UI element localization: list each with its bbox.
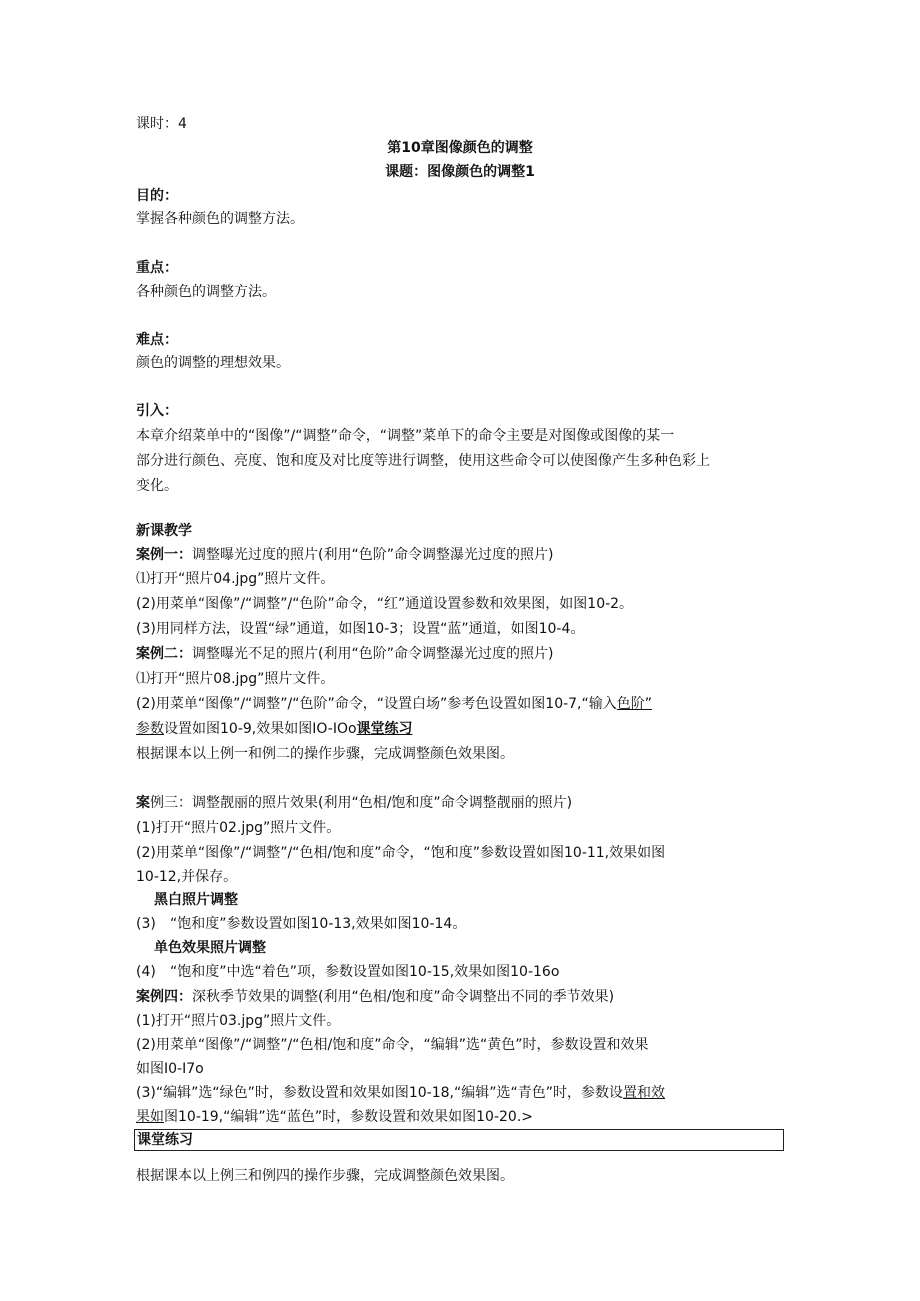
difficulty-heading: 难点：	[136, 332, 178, 348]
step-number: (3)	[136, 916, 156, 932]
case3-step: 10-12,并保存。	[136, 869, 238, 885]
case2-step: ⑴打开“照片08.jpg”照片文件。	[136, 671, 335, 687]
intro-line: 本章介绍菜单中的“图像”/“调整”命令，“调整”菜单下的命令主要是对图像或图像的某一	[136, 428, 675, 444]
class-hours: 课时：4	[136, 116, 187, 132]
case3-step	[136, 914, 784, 934]
case3-label-bold: 案	[136, 795, 150, 811]
difficulty-text: 颜色的调整的理想效果。	[136, 355, 290, 371]
chapter-title: 第10章图像颜色的调整	[387, 140, 533, 156]
case3-step: (2)用菜单“图像”/“调整”/“色相/饱和度”命令，“饱和度”参数设置如图10-11,效果如图	[136, 845, 666, 861]
case1-label: 案例一：	[136, 547, 192, 563]
case2-step2-text: (2)用菜单“图像”/“调整”/“色阶”命令，“设置白场”参考色设置如图10-7,“输入	[136, 696, 617, 712]
case1-title	[136, 545, 784, 565]
case2-label: 案例二：	[136, 646, 192, 662]
bw-photo-heading: 黑白照片调整	[154, 892, 238, 908]
case4-step3b-text: 图10-19,“编辑”选“蓝色”时，参数设置和效果如图10-20.>	[164, 1109, 534, 1125]
case3-step: (1)打开“照片02.jpg”照片文件。	[136, 820, 341, 836]
case2-step	[136, 694, 784, 714]
case4-step: (2)用菜单“图像”/“调整”/“色相/饱和度”命令，“编辑”选“黄色”时，参数设置和效果	[136, 1037, 649, 1053]
case4-step3-text: (3)“编辑”选“绿色”时，参数设置和效果如图10-18,“编辑”选“青色”时，参数设	[136, 1085, 623, 1101]
case2-practice-text: 根据课本以上例一和例二的操作步骤，完成调整颜色效果图。	[136, 746, 514, 762]
case1-title-text: 调整曝光过度的照片(利用“色阶”命令调整瀑光过度的照片)	[192, 547, 554, 563]
case4-label: 案例四：	[136, 989, 192, 1005]
case3-title-text: 调整靓丽的照片效果(利用“色相/饱和度”命令调整靓丽的照片)	[192, 795, 573, 811]
case2-step2b-underlined: 参数	[136, 721, 164, 737]
case4-title-text: 深秋季节效果的调整(利用“色相/饱和度”命令调整出不同的季节效果)	[192, 989, 615, 1005]
case4-step	[136, 1083, 784, 1103]
new-lesson-heading: 新课教学	[136, 523, 192, 539]
case4-step: (1)打开“照片03.jpg”照片文件。	[136, 1013, 341, 1029]
lesson-title: 课题：图像颜色的调整1	[385, 164, 535, 180]
case1-step: (2)用菜单“图像”/“调整”/“色阶”命令，“红”通道设置参数和效果图，如图10-2。	[136, 596, 634, 612]
intro-heading: 引入：	[136, 403, 178, 419]
case4-title	[136, 987, 784, 1007]
case3-step4-text: “饱和度”中选“着色”项，参数设置如图10-15,效果如图10-16o	[170, 964, 560, 980]
case1-step: ⑴打开“照片04.jpg”照片文件。	[136, 571, 335, 587]
case4-step3b-underlined: 果如	[136, 1109, 164, 1125]
step-number: (4)	[136, 964, 156, 980]
case2-step	[136, 719, 784, 739]
case4-step3-underlined: 置和效	[622, 1085, 665, 1101]
practice-heading: 课堂练习	[137, 1132, 193, 1148]
practice-text: 根据课本以上例三和例四的操作步骤，完成调整颜色效果图。	[136, 1168, 514, 1184]
intro-line: 部分进行颜色、亮度、饱和度及对比度等进行调整，使用这些命令可以使图像产生多种色彩上	[136, 453, 710, 469]
inline-practice-heading: 课堂练习	[356, 721, 413, 737]
case3-step3-text: “饱和度”参数设置如图10-13,效果如图10-14。	[170, 916, 467, 932]
case4-step	[136, 1107, 784, 1127]
case4-step: 如图I0-I7o	[136, 1061, 204, 1077]
case2-step2b-text: 设置如图10-9,效果如图IO-IOo	[164, 721, 357, 737]
purpose-text: 掌握各种颜色的调整方法。	[136, 211, 304, 227]
case3-step	[136, 962, 784, 982]
key-point-heading: 重点：	[136, 260, 178, 276]
intro-line: 变化。	[136, 478, 178, 494]
case2-title	[136, 644, 784, 664]
case3-title	[136, 793, 784, 813]
key-point-text: 各种颜色的调整方法。	[136, 284, 276, 300]
mono-photo-heading: 单色效果照片调整	[154, 940, 266, 956]
case2-title-text: 调整曝光不足的照片(利用“色阶”命令调整瀑光过度的照片)	[192, 646, 554, 662]
purpose-heading: 目的：	[136, 188, 178, 204]
practice-heading-box	[134, 1129, 784, 1151]
case1-step: (3)用同样方法，设置“绿”通道，如图10-3；设置“蓝”通道，如图10-4。	[136, 621, 585, 637]
case3-label-rest: 例三：	[150, 795, 192, 811]
case2-step2-underlined: 色阶”	[616, 696, 653, 712]
